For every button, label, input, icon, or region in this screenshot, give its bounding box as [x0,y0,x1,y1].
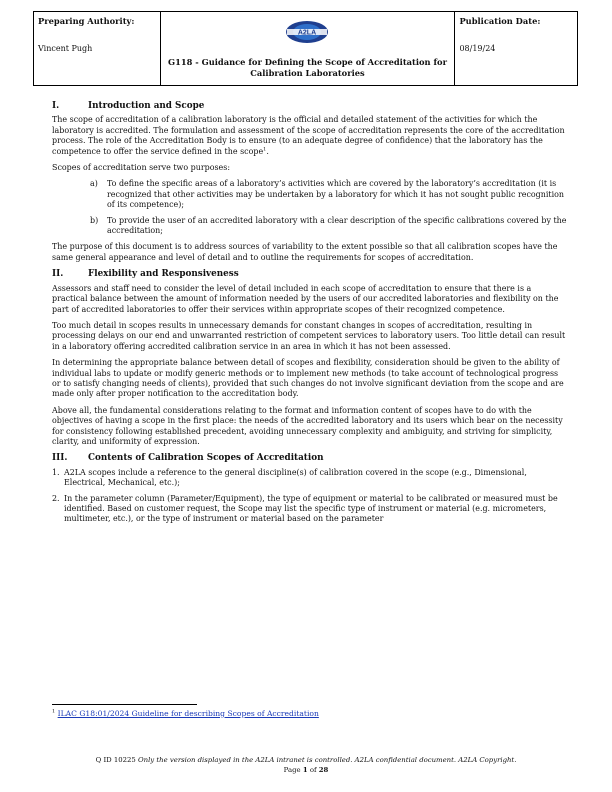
section-number: III. [52,453,68,464]
paragraph: Above all, the fundamental considerations relating to the format and information content of scopes have to do with the objectives of having a scope in the first place: the needs of the accredited laboratory and its users which bear on the necessity for consistency following established precedent, avoiding unnecessary complexity and ambiguity, and striving for simplicity, clarity, and uniformity of expression. [52,405,563,446]
a2la-logo-icon [284,20,330,44]
section-title: Flexibility and Responsiveness [88,269,239,280]
footer-notice [0,756,612,764]
list-item: a) To define the specific areas of a laboratory’s activities which are covered by the laboratory’s accreditation (it is recognized that other activities may be undertaken by a laboratory for which it has not sought public recognition of its competence); [90,179,565,210]
section-title: Introduction and Scope [88,101,205,111]
document-title: G118 - Guidance for Defining the Scope of Accreditation for Calibration Laboratories [168,57,447,78]
preparing-authority-value: Vincent Pugh [38,44,93,53]
preparing-authority-cell [34,12,161,85]
section-heading-contents [52,453,568,463]
footnote-ref[interactable]: 1 [263,145,267,152]
footnote-link[interactable]: ILAC G18:01/2024 Guideline for describing Scopes of Accreditation [57,709,319,718]
publication-date-cell [455,12,577,85]
purposes-list [90,179,568,236]
publication-date-value: 08/19/24 [459,44,496,53]
footer-confidential-text: Only the version displayed in the A2LA intranet is controlled. A2LA confidential document. A2LA Copyright. [138,756,517,764]
paragraph: Too much detail in scopes results in unnecessary demands for constant changes in scopes of accreditation, resulting in processing delays on our end and unwarranted restriction of competent services to laboratory users. Too little detail can result in a laboratory offering accredited calibration service in an area in which it has not been assessed. [52,320,566,351]
section-heading-intro [52,101,568,111]
footer-qid: Q ID 10225 [95,756,136,764]
footnote-number: 1 [52,708,56,715]
paragraph: Assessors and staff need to consider the level of detail included in each scope of accreditation to ensure that there is a practical balance between the amount of information needed by the users of our accredited laboratories and flexibility on the part of accredited laboratories to offer their services within appropriate scopes of their recognized competence. [52,283,559,314]
paragraph: The purpose of this document is to address sources of variability to the extent possible so that all calibration scopes have the same general appearance and level of detail and to outline the requirements for scopes of accreditation. [52,242,558,262]
section-number: I. [52,101,60,111]
list-item: b) To provide the user of an accredited laboratory with a clear description of the specific calibrations covered by the accreditation; [90,215,567,236]
paragraph: The scope of accreditation of a calibration laboratory is the official and detailed statement of the activities for which the laboratory is accredited. The formulation and assessment of the scope of accreditation represents the core of the accreditation process. The role of the Accreditation Body is to ensure (to an adequate degree of confidence) that the laboratory has the competence to offer the service defined in the scope$^1$. [52,115,565,156]
footnote [52,709,319,718]
publication-date-label: Publication Date: [459,16,541,26]
page-number: Page 1 of 28 [283,766,329,774]
document-body [52,101,568,530]
section-number: II. [52,269,64,280]
contents-list [52,468,568,525]
title-cell [161,12,456,85]
svg-text:A2LA: A2LA [298,29,317,37]
list-item: 1. A2LA scopes include a reference to the general discipline(s) of calibration covered in the scope (e.g., Dimensional, Electrical, Mechanical, etc.); [52,467,527,488]
section-heading-flexibility [52,269,568,279]
section-title: Contents of Calibration Scopes of Accreditation [88,453,324,464]
document-header-table [33,11,578,86]
footnote-divider [52,704,197,705]
paragraph: In determining the appropriate balance between detail of scopes and flexibility, consideration should be given to the ability of individual labs to update or modify generic methods or to implement new methods (to take account of technological progress or to satisfy changing needs of clients), provided that such changes do not involve significant deviation from the scope and are made only after proper notification to the accreditation body. [52,358,564,399]
list-item: 2. In the parameter column (Parameter/Equipment), the type of equipment or material to be calibrated or measured must be identified. Based on customer request, the Scope may list the specific type of instrument or material (e.g. micrometers, multimeter, etc.), or the type of instrument or material based on the parameter [52,493,558,524]
paragraph: Scopes of accreditation serve two purposes: [52,163,230,173]
preparing-authority-label: Preparing Authority: [38,16,135,26]
